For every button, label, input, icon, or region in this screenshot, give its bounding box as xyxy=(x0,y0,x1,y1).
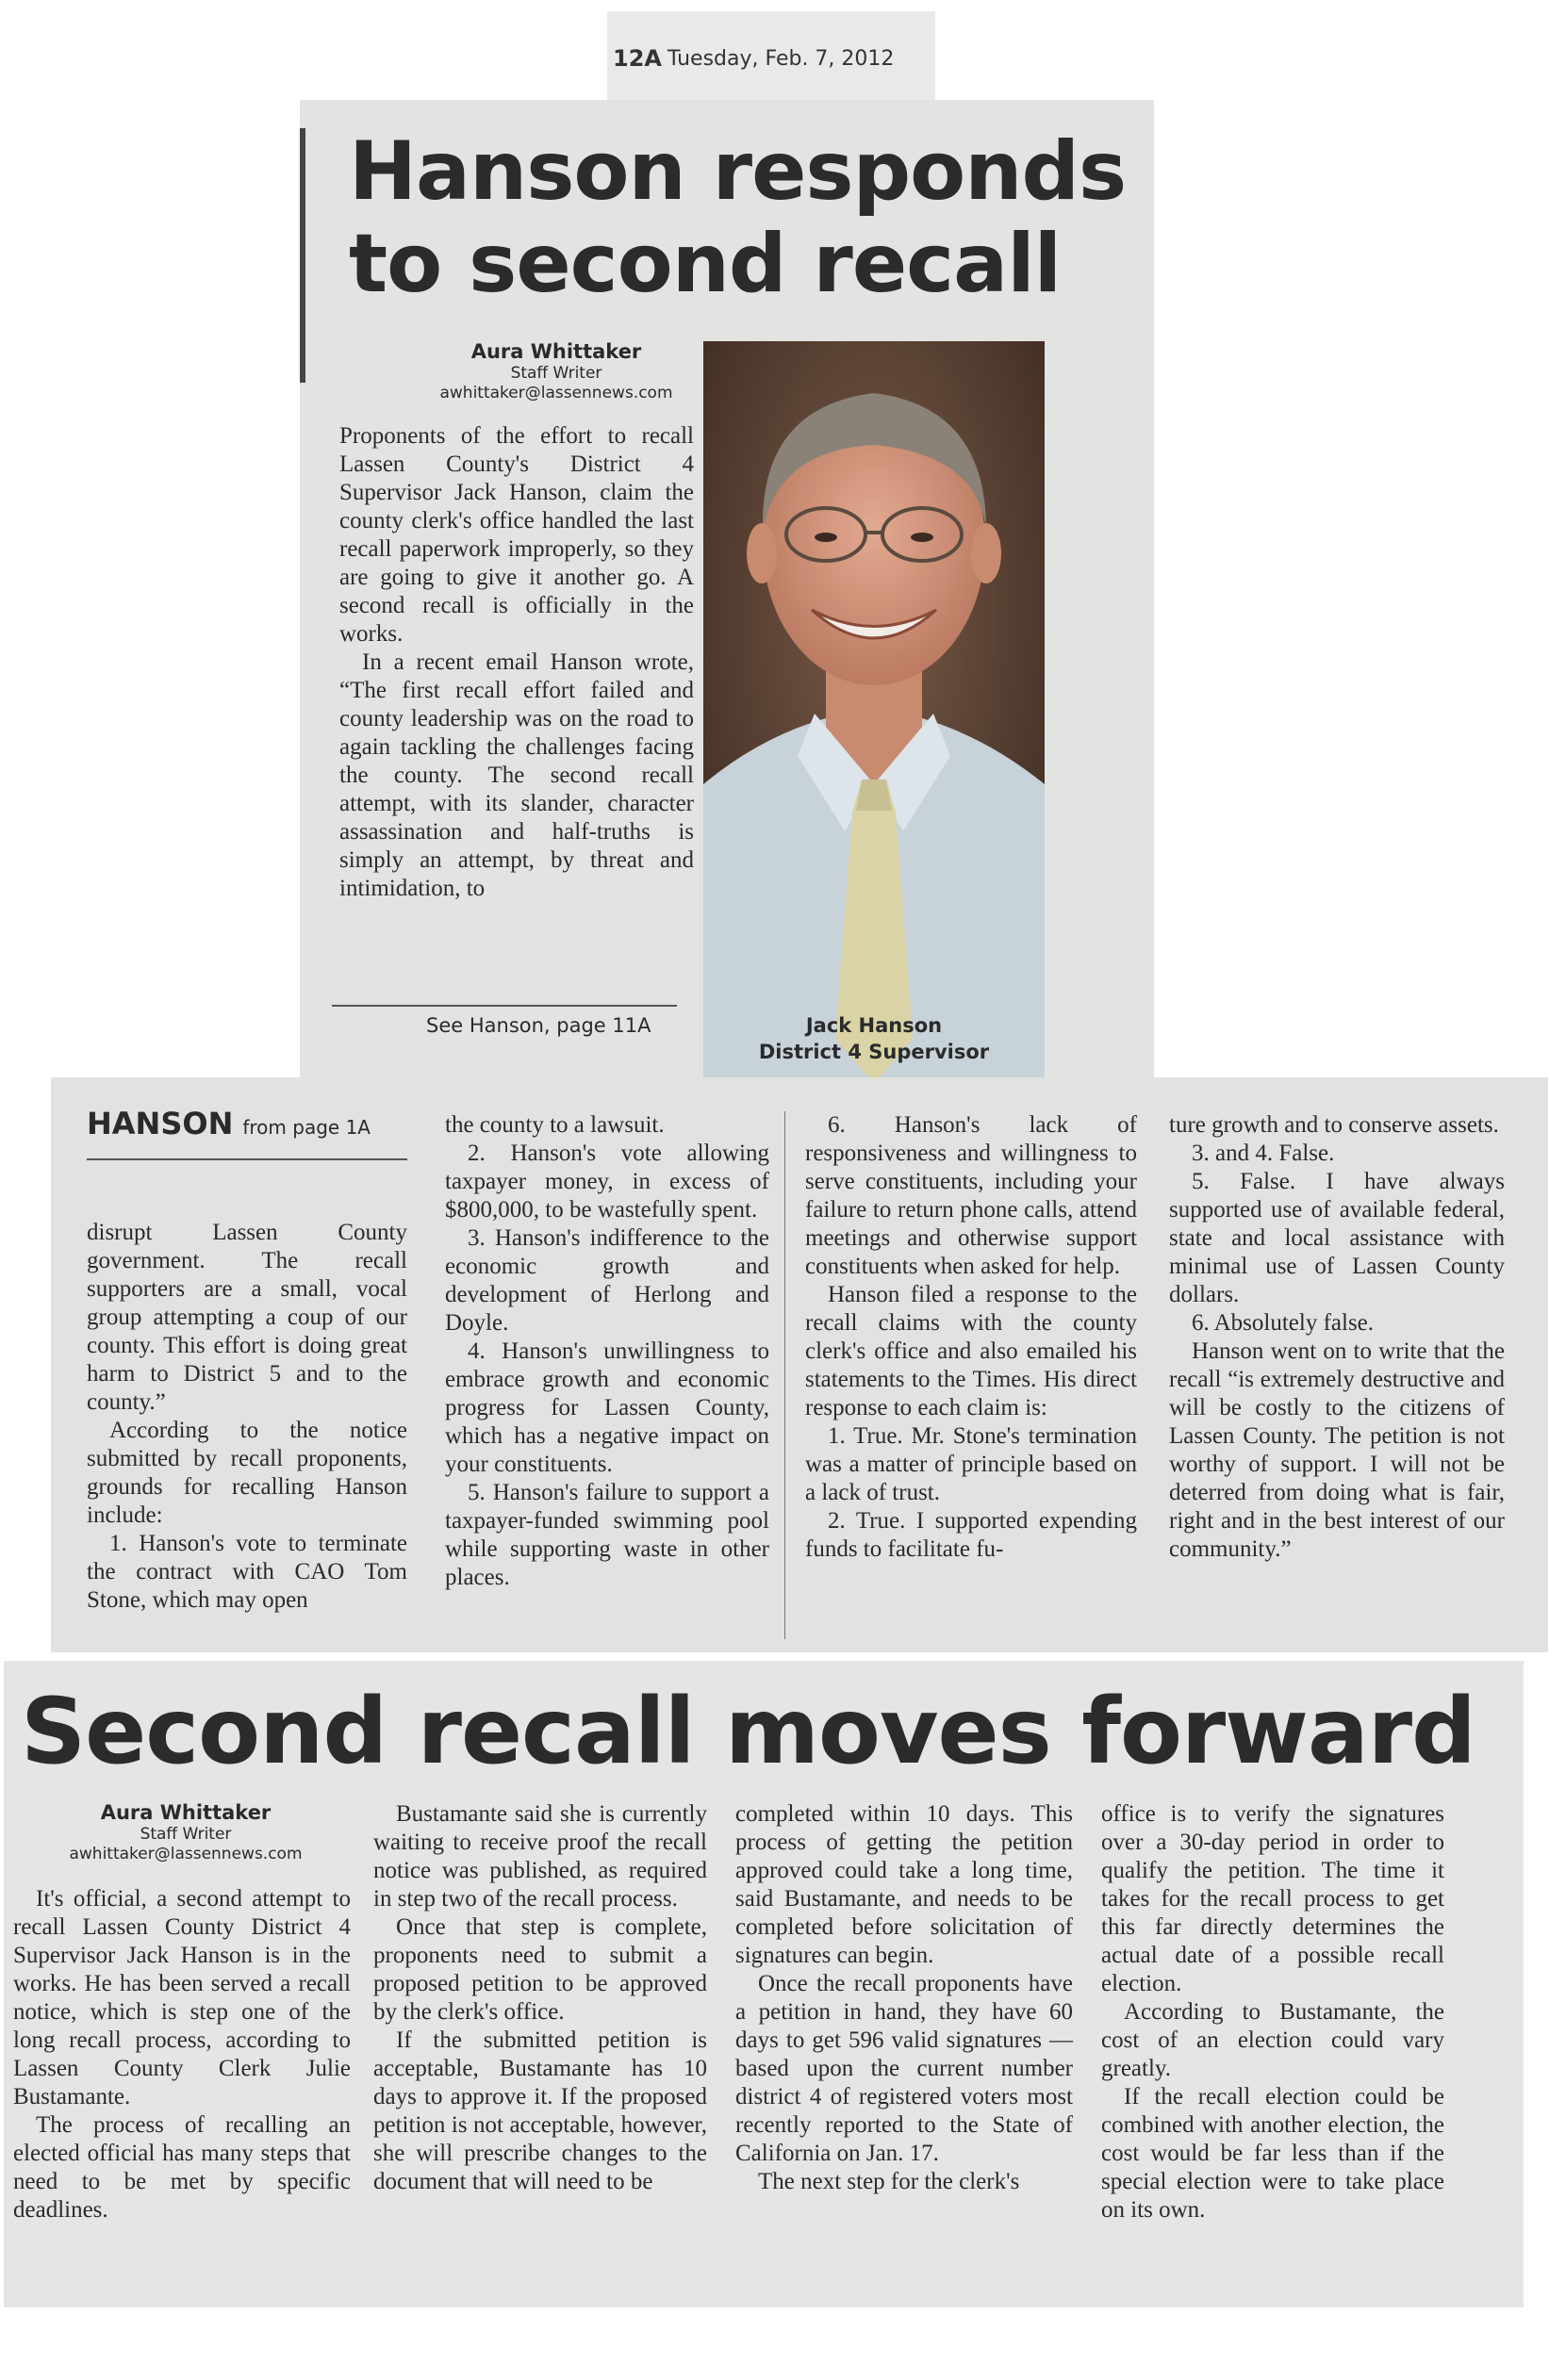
caption-title: District 4 Supervisor xyxy=(758,1041,990,1063)
paragraph: 4. Hanson's unwillingness to embrace growth and economic progress for Lassen County, which has a negative impact on your constituents. xyxy=(445,1338,769,1477)
paragraph: ture growth and to conserve assets. xyxy=(1169,1112,1499,1138)
paragraph: 6. Hanson's lack of responsiveness and willingness to serve constituents, including your failure to return phone calls, attend meetings and otherwise support constituents when asked for help. xyxy=(805,1112,1137,1279)
byline xyxy=(387,339,726,403)
paragraph: It's official, a second attempt to recall Lassen County District 4 Supervisor Jack Hanson is in the works. He has been served a recall notice, which is step one of the long recall process, according to Lassen County Clerk Julie Bustamante. xyxy=(13,1886,351,2109)
paragraph: If the submitted petition is acceptable, Bustamante has 10 days to approve it. If the proposed petition is not acceptable, however, she will prescribe changes to the document that will need to be xyxy=(373,2027,707,2194)
photo-jack-hanson xyxy=(703,341,1045,1084)
paragraph: Proponents of the effort to recall Lassen County's District 4 Supervisor Jack Hanson, claim the county clerk's office handled the last recall paperwork improperly, so they are going to give it another go. A second recall is officially in the works. xyxy=(339,423,694,647)
paragraph: According to Bustamante, the cost of an election could vary greatly. xyxy=(1101,1999,1444,2081)
headline-line-2: to second recall xyxy=(349,217,1062,311)
continuation-label xyxy=(87,1106,371,1141)
jump-rule xyxy=(332,1005,677,1007)
byline-email: awhittaker@lassennews.com xyxy=(69,1845,303,1863)
paragraph: 2. Hanson's vote allowing taxpayer money, in excess of $800,000, to be wastefully spent. xyxy=(445,1141,769,1223)
paragraph: Once the recall proponents have a petition in hand, they have 60 days to get 596 valid signatures — based upon the current number district 4 of registered voters most recently reported to the State of California on Jan. 17. xyxy=(735,1971,1073,2166)
issue-date: Tuesday, Feb. 7, 2012 xyxy=(667,47,895,71)
paragraph: 6. Absolutely false. xyxy=(1192,1310,1375,1336)
column-rule xyxy=(784,1111,785,1639)
paragraph: completed within 10 days. This process of getting the petition approved could take a long time, said Bustamante, and needs to be completed before solicitation of signatures can begin. xyxy=(735,1801,1073,1968)
paragraph: the county to a lawsuit. xyxy=(445,1112,665,1138)
byline-role: Staff Writer xyxy=(140,1825,232,1844)
continuation-col-1 xyxy=(87,1219,407,1615)
continuation-hanson xyxy=(51,1077,1548,1652)
date-header-clipping xyxy=(607,11,935,106)
paragraph: The next step for the clerk's xyxy=(758,2169,1020,2194)
left-rule xyxy=(300,128,305,383)
continuation-col-2 xyxy=(445,1111,769,1592)
paragraph: 5. Hanson's failure to support a taxpayer-funded swimming pool while supporting waste in other places. xyxy=(445,1480,769,1590)
article2-col-1 xyxy=(13,1885,351,2224)
headline: Second recall moves forward xyxy=(21,1679,1475,1784)
paragraph: Hanson went on to write that the recall “is extremely destructive and will be costly to the citizens of Lassen County. The petition is not worthy of support. I will not be deterred from doing what is fair, right and in the best interest of our community.” xyxy=(1169,1338,1505,1562)
article-second-recall xyxy=(4,1661,1524,2307)
label-rule xyxy=(87,1158,407,1160)
paragraph: disrupt Lassen County government. The recall supporters are a small, vocal group attempting a coup of our county. This effort is doing great harm to District 5 and to the county.” xyxy=(87,1220,407,1415)
photo-caption xyxy=(703,1012,1045,1065)
article2-col-3 xyxy=(735,1800,1073,2196)
headline-line-1: Hanson responds xyxy=(349,124,1127,219)
article1-body xyxy=(339,422,694,903)
paragraph: 3. Hanson's indifference to the economic growth and development of Herlong and Doyle. xyxy=(445,1225,769,1336)
paragraph: 1. Hanson's vote to terminate the contract with CAO Tom Stone, which may open xyxy=(87,1531,407,1613)
paragraph: In a recent email Hanson wrote, “The first recall effort failed and county leadership was on the road to again tackling the challenges facing the county. The second recall attempt, with its slander, character assassination and half-truths is simply an attempt, by threat and intimidation, to xyxy=(339,649,694,901)
paragraph: The process of recalling an elected official has many steps that need to be met by specific deadlines. xyxy=(13,2112,351,2223)
continuation-col-4 xyxy=(1169,1111,1505,1564)
byline xyxy=(11,1800,360,1864)
caption-name: Jack Hanson xyxy=(805,1014,943,1037)
portrait-illustration xyxy=(703,341,1045,1084)
byline-role: Staff Writer xyxy=(510,364,602,383)
paragraph: Bustamante said she is currently waiting to receive proof the recall notice was published, as required in step two of the recall process. xyxy=(373,1801,707,1912)
paragraph: According to the notice submitted by recall proponents, grounds for recalling Hanson include: xyxy=(87,1418,407,1528)
paragraph: 2. True. I supported expending funds to facilitate fu- xyxy=(805,1508,1137,1562)
paragraph: Hanson filed a response to the recall claims with the county clerk's office and also emailed his statements to the Times. His direct response to each claim is: xyxy=(805,1282,1137,1420)
paragraph: 5. False. I have always supported use of available federal, state and local assistance with minimal use of Lassen County dollars. xyxy=(1169,1169,1505,1307)
continuation-col-3 xyxy=(805,1111,1137,1564)
byline-name: Aura Whittaker xyxy=(100,1801,272,1824)
byline-email: awhittaker@lassennews.com xyxy=(439,384,673,402)
article2-col-4 xyxy=(1101,1800,1444,2224)
paragraph: 1. True. Mr. Stone's termination was a matter of principle based on a lack of trust. xyxy=(805,1423,1137,1505)
article2-col-2 xyxy=(373,1800,707,2196)
paragraph: office is to verify the signatures over a 30-day period in order to qualify the petition. The time it takes for the recall process to get this far directly determines the actual date of a possible recall election. xyxy=(1101,1801,1444,1996)
paragraph: Once that step is complete, proponents need to submit a proposed petition to be approved by the clerk's office. xyxy=(373,1914,707,2025)
article-hanson-responds xyxy=(300,100,1154,1099)
label-from: from page 1A xyxy=(242,1116,371,1139)
paragraph: 3. and 4. False. xyxy=(1192,1141,1335,1166)
jump-line: See Hanson, page 11A xyxy=(426,1014,651,1037)
label-bold: HANSON xyxy=(87,1106,234,1141)
byline-name: Aura Whittaker xyxy=(470,340,642,363)
page-number: 12A xyxy=(613,45,662,72)
paragraph: If the recall election could be combined with another election, the cost would be far less than if the special election were to take place on its own. xyxy=(1101,2084,1444,2223)
